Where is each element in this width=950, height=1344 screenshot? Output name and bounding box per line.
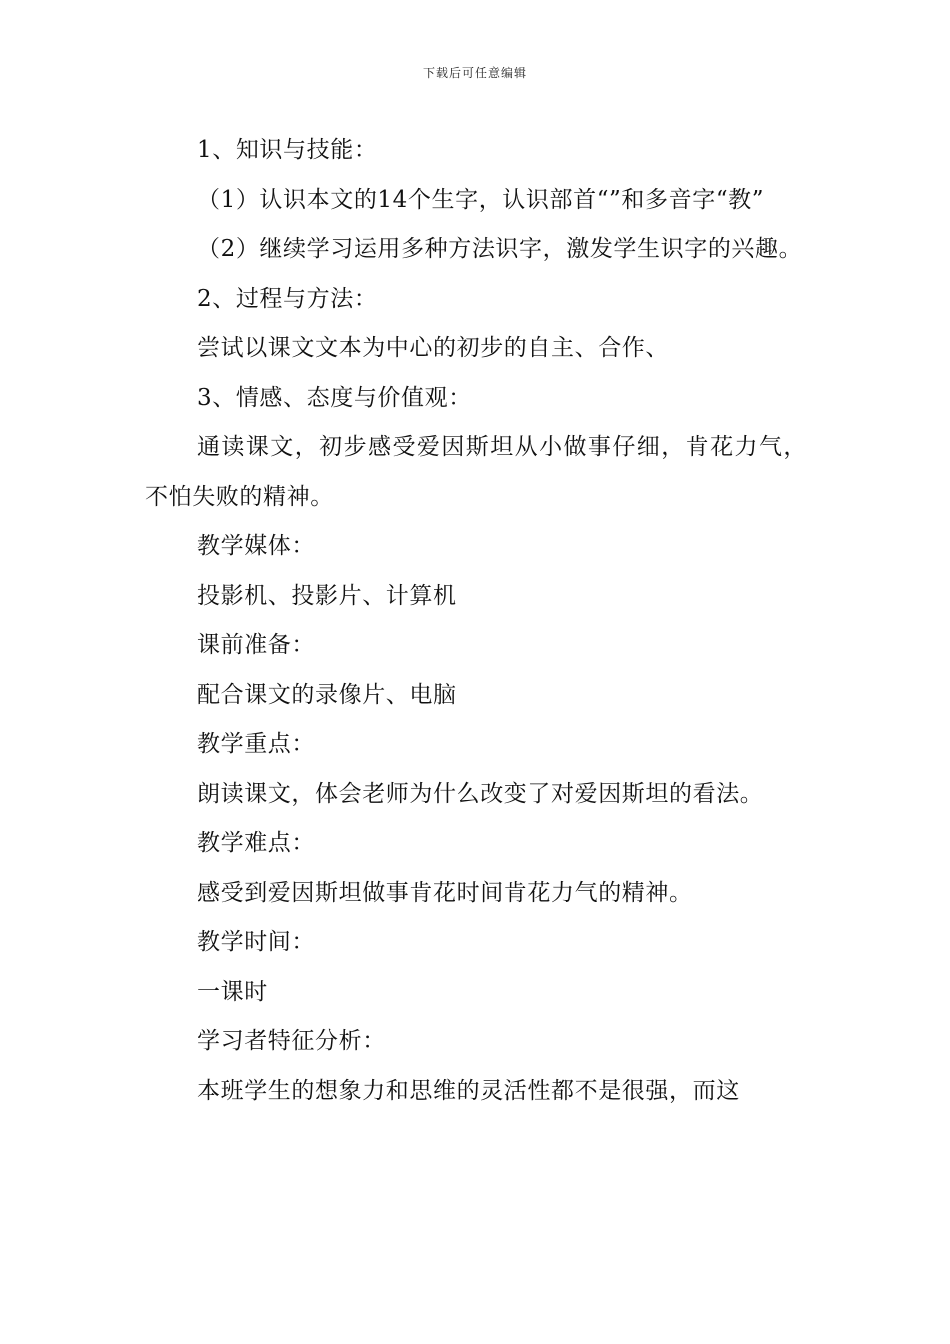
key-points-text: 朗读课文，体会老师为什么改变了对爱因斯坦的看法。: [197, 780, 764, 807]
objective-item-1: （1）认识本文的14个生字，认识部首“”和多音字“教”: [197, 186, 765, 213]
heading-preparation: 课前准备：: [197, 632, 315, 658]
page-header: 下载后可任意编辑: [422, 66, 527, 80]
difficulties-text: 感受到爱因斯坦做事肯花时间肯花力气的精神。: [197, 879, 693, 906]
document-body: [145, 126, 807, 1116]
heading-teaching-media: 教学媒体：: [197, 533, 315, 559]
heading-difficulties: 教学难点：: [197, 830, 315, 856]
learner-analysis-text: 本班学生的想象力和思维的灵活性都不是很强，而这: [197, 1077, 740, 1104]
heading-process-method: 2、过程与方法：: [197, 285, 378, 312]
heading-emotion-values: 3、情感、态度与价值观：: [197, 384, 472, 411]
objective-item-2: （2）继续学习运用多种方法识字，激发学生识字的兴趣。: [197, 236, 803, 262]
heading-teaching-time: 教学时间：: [197, 929, 315, 955]
teaching-time-text: 一课时: [197, 978, 268, 1005]
heading-key-points: 教学重点：: [197, 731, 315, 757]
heading-knowledge-skills: 1、知识与技能：: [197, 137, 378, 163]
emotion-values-text: 通读课文，初步感受爱因斯坦从小做事仔细，肯花力气，不怕失败的精神。: [145, 434, 807, 510]
process-method-text: 尝试以课文文本为中心的初步的自主、合作、: [197, 335, 669, 361]
heading-learner-analysis: 学习者特征分析：: [197, 1028, 386, 1054]
preparation-text: 配合课文的录像片、电脑: [197, 681, 457, 708]
teaching-media-text: 投影机、投影片、计算机: [197, 582, 457, 609]
